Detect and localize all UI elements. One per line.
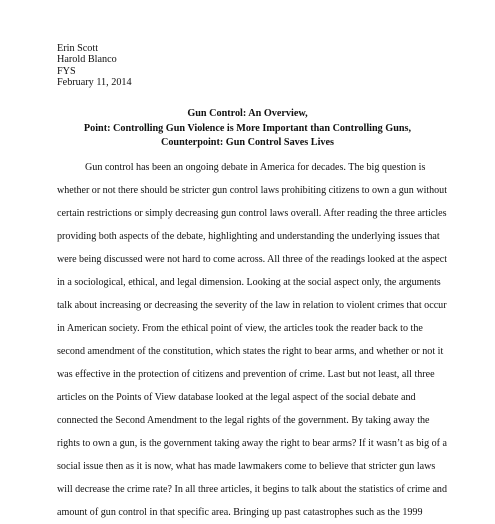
body-line: connected the Second Amendment to the legal rights of the government. By taking away the	[57, 415, 430, 426]
course-name: FYS	[57, 65, 76, 77]
document-date: February 11, 2014	[57, 76, 132, 88]
body-line: second amendment of the constitution, which states the right to bear arms, and whether or not it	[57, 346, 444, 357]
body-line: Gun control has been an ongoing debate in America for decades. The big question is	[85, 162, 426, 173]
body-line: in a sociological, ethical, and legal dimension. Looking at the social aspect only, the arguments	[57, 277, 441, 288]
document-body	[57, 156, 447, 524]
body-line: rights to own a gun, is the government taking away the right to bear arms? If it wasn’t as big of a	[57, 438, 448, 449]
title-line-2: Point: Controlling Gun Violence is More Important than Controlling Guns,	[83, 122, 412, 134]
document-title	[0, 107, 495, 151]
body-line: in American society. From the ethical point of view, the articles took the reader back to the	[57, 323, 423, 334]
body-line: was effective in the protection of citizens and prevention of crime. Last but not least, all three	[57, 369, 435, 380]
body-line: talk about increasing or decreasing the severity of the law in relation to violent crimes that occur	[57, 300, 447, 311]
body-line: social issue then as it is now, what has made lawmakers come to believe that stricter gun laws	[57, 461, 436, 472]
body-line: articles on the Points of View database looked at the legal aspect of the social debate and	[57, 392, 416, 403]
student-name: Erin Scott	[57, 43, 99, 54]
body-line: were being discussed were not hard to come across. All three of the readings looked at the aspect	[57, 254, 447, 265]
body-line: will decrease the crime rate? In all three articles, it begins to talk about the statistics of crime and	[57, 484, 447, 495]
instructor-name: Harold Blanco	[57, 54, 117, 66]
title-line-1: Gun Control: An Overview,	[187, 108, 308, 119]
body-line: certain restrictions or simply decreasing gun control laws overall. After reading the three articles	[57, 208, 447, 219]
body-line: providing both aspects of the debate, highlighting and understanding the underlying issues that	[57, 231, 440, 242]
body-line: whether or not there should be stricter gun control laws prohibiting citizens to own a gun without	[57, 185, 447, 196]
document-header	[57, 43, 132, 88]
body-line: amount of gun control in that specific area. Bringing up past catastrophes such as the 1999	[57, 507, 423, 518]
title-line-3: Counterpoint: Gun Control Saves Lives	[160, 137, 335, 148]
